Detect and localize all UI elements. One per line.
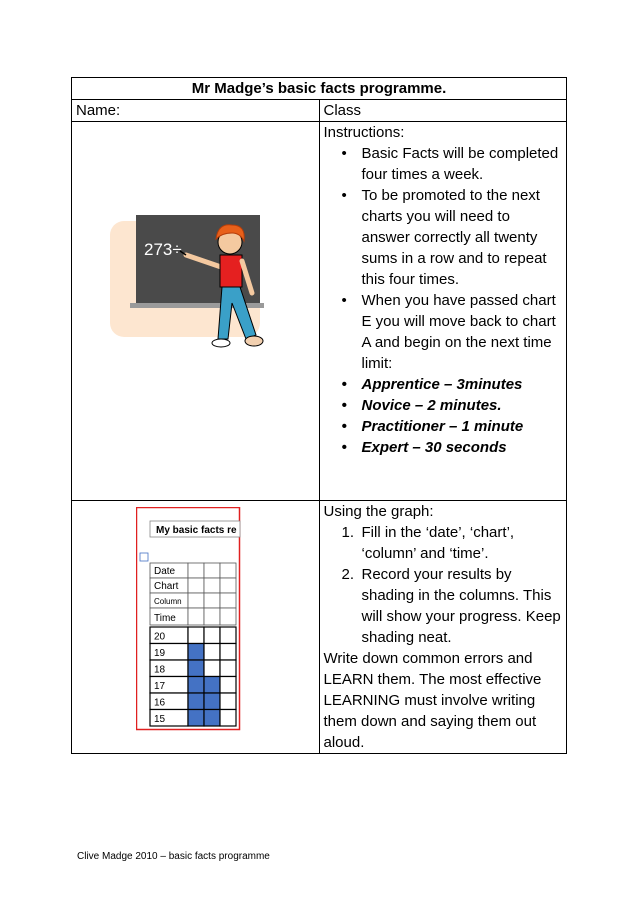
mini-chart-score-label: 17: [154, 681, 166, 692]
mini-chart-cell: [188, 563, 204, 578]
instruction-item: • Basic Facts will be completed four times a week.: [362, 143, 563, 185]
facts-programme-table: [71, 77, 567, 754]
mini-chart-row-label: Chart: [154, 581, 179, 592]
mini-chart-empty-cell: [220, 644, 236, 661]
illustration-cell: [72, 122, 320, 501]
teacher-at-chalkboard-icon: [106, 215, 276, 365]
mini-chart-cell: [220, 593, 236, 608]
name-label: Name:: [72, 100, 320, 122]
mini-chart-score-label: 18: [154, 664, 166, 676]
graph-instructions-cell: [319, 501, 567, 754]
level-item: • Apprentice – 3minutes: [362, 374, 563, 395]
mini-chart-shaded-cell: [204, 693, 220, 710]
mini-chart-cell: [188, 608, 204, 625]
mini-chart-shaded-cell: [188, 644, 204, 661]
instructions-heading: Instructions:: [323, 124, 405, 141]
graph-note: Write down common errors and LEARN them. The most effective LEARNING must involve writing them down and saying them out aloud.: [323, 650, 542, 751]
page-footer: Clive Madge 2010 – basic facts programme: [77, 851, 270, 862]
mini-chart-score-label: 20: [154, 631, 166, 643]
mini-chart-empty-cell: [220, 710, 236, 727]
graph-step: 2. Record your results by shading in the columns. This will show your progress. Keep shading neat.: [341, 566, 561, 646]
mini-chart-cell: [188, 593, 204, 608]
mini-chart-empty-cell: [204, 627, 220, 644]
mini-chart-empty-cell: [204, 660, 220, 677]
mini-chart-empty-cell: [188, 627, 204, 644]
graph-heading: Using the graph:: [323, 503, 434, 520]
document-title: Mr Madge’s basic facts programme.: [72, 78, 567, 100]
mini-chart-cell: [204, 563, 220, 578]
mini-chart-shaded-cell: [204, 710, 220, 727]
mini-chart-row-label: Column: [154, 597, 182, 606]
mini-chart-score-label: 15: [154, 714, 166, 725]
mini-chart-score-label: 16: [154, 697, 166, 709]
mini-chart-empty-cell: [220, 660, 236, 677]
mini-chart-row-label: Date: [154, 566, 176, 577]
class-label: Class: [319, 100, 567, 122]
level-item: • Expert – 30 seconds: [362, 437, 563, 458]
mini-chart-shaded-cell: [188, 660, 204, 677]
mini-chart-empty-cell: [220, 677, 236, 694]
instruction-item: • When you have passed chart E you will move back to chart A and begin on the next time limit:: [362, 290, 563, 374]
board-text: 273÷: [144, 240, 182, 259]
graph-step: 1. Fill in the ‘date’, ‘chart’, ‘column’ and ‘time’.: [341, 524, 515, 562]
mini-chart-score-label: 19: [154, 648, 166, 659]
graph-steps-list: [324, 522, 563, 648]
mini-chart-empty-cell: [220, 627, 236, 644]
mini-chart-row-label: Time: [154, 613, 176, 624]
instructions-cell: [319, 122, 567, 501]
mini-chart-cell: [204, 578, 220, 593]
mini-chart-cell: [188, 578, 204, 593]
mini-chart-image: [136, 507, 242, 733]
mini-chart-shaded-cell: [188, 677, 204, 694]
mini-chart-cell: [204, 608, 220, 625]
mini-chart-shaded-cell: [188, 693, 204, 710]
level-item: • Practitioner – 1 minute: [362, 416, 563, 437]
instructions-list: [324, 143, 563, 458]
mini-chart-cell: [72, 501, 320, 754]
mini-chart-shaded-cell: [204, 677, 220, 694]
mini-chart-title: My basic facts re: [156, 525, 237, 536]
mini-chart-cell: [220, 563, 236, 578]
level-item: • Novice – 2 minutes.: [362, 395, 563, 416]
mini-chart-shaded-cell: [188, 710, 204, 727]
mini-chart-empty-cell: [220, 693, 236, 710]
mini-chart-cell: [220, 578, 236, 593]
mini-chart-cell: [220, 608, 236, 625]
mini-chart-empty-cell: [204, 644, 220, 661]
instruction-item: • To be promoted to the next charts you will need to answer correctly all twenty sums in a row and to repeat this four times.: [362, 185, 563, 290]
mini-chart-cell: [204, 593, 220, 608]
